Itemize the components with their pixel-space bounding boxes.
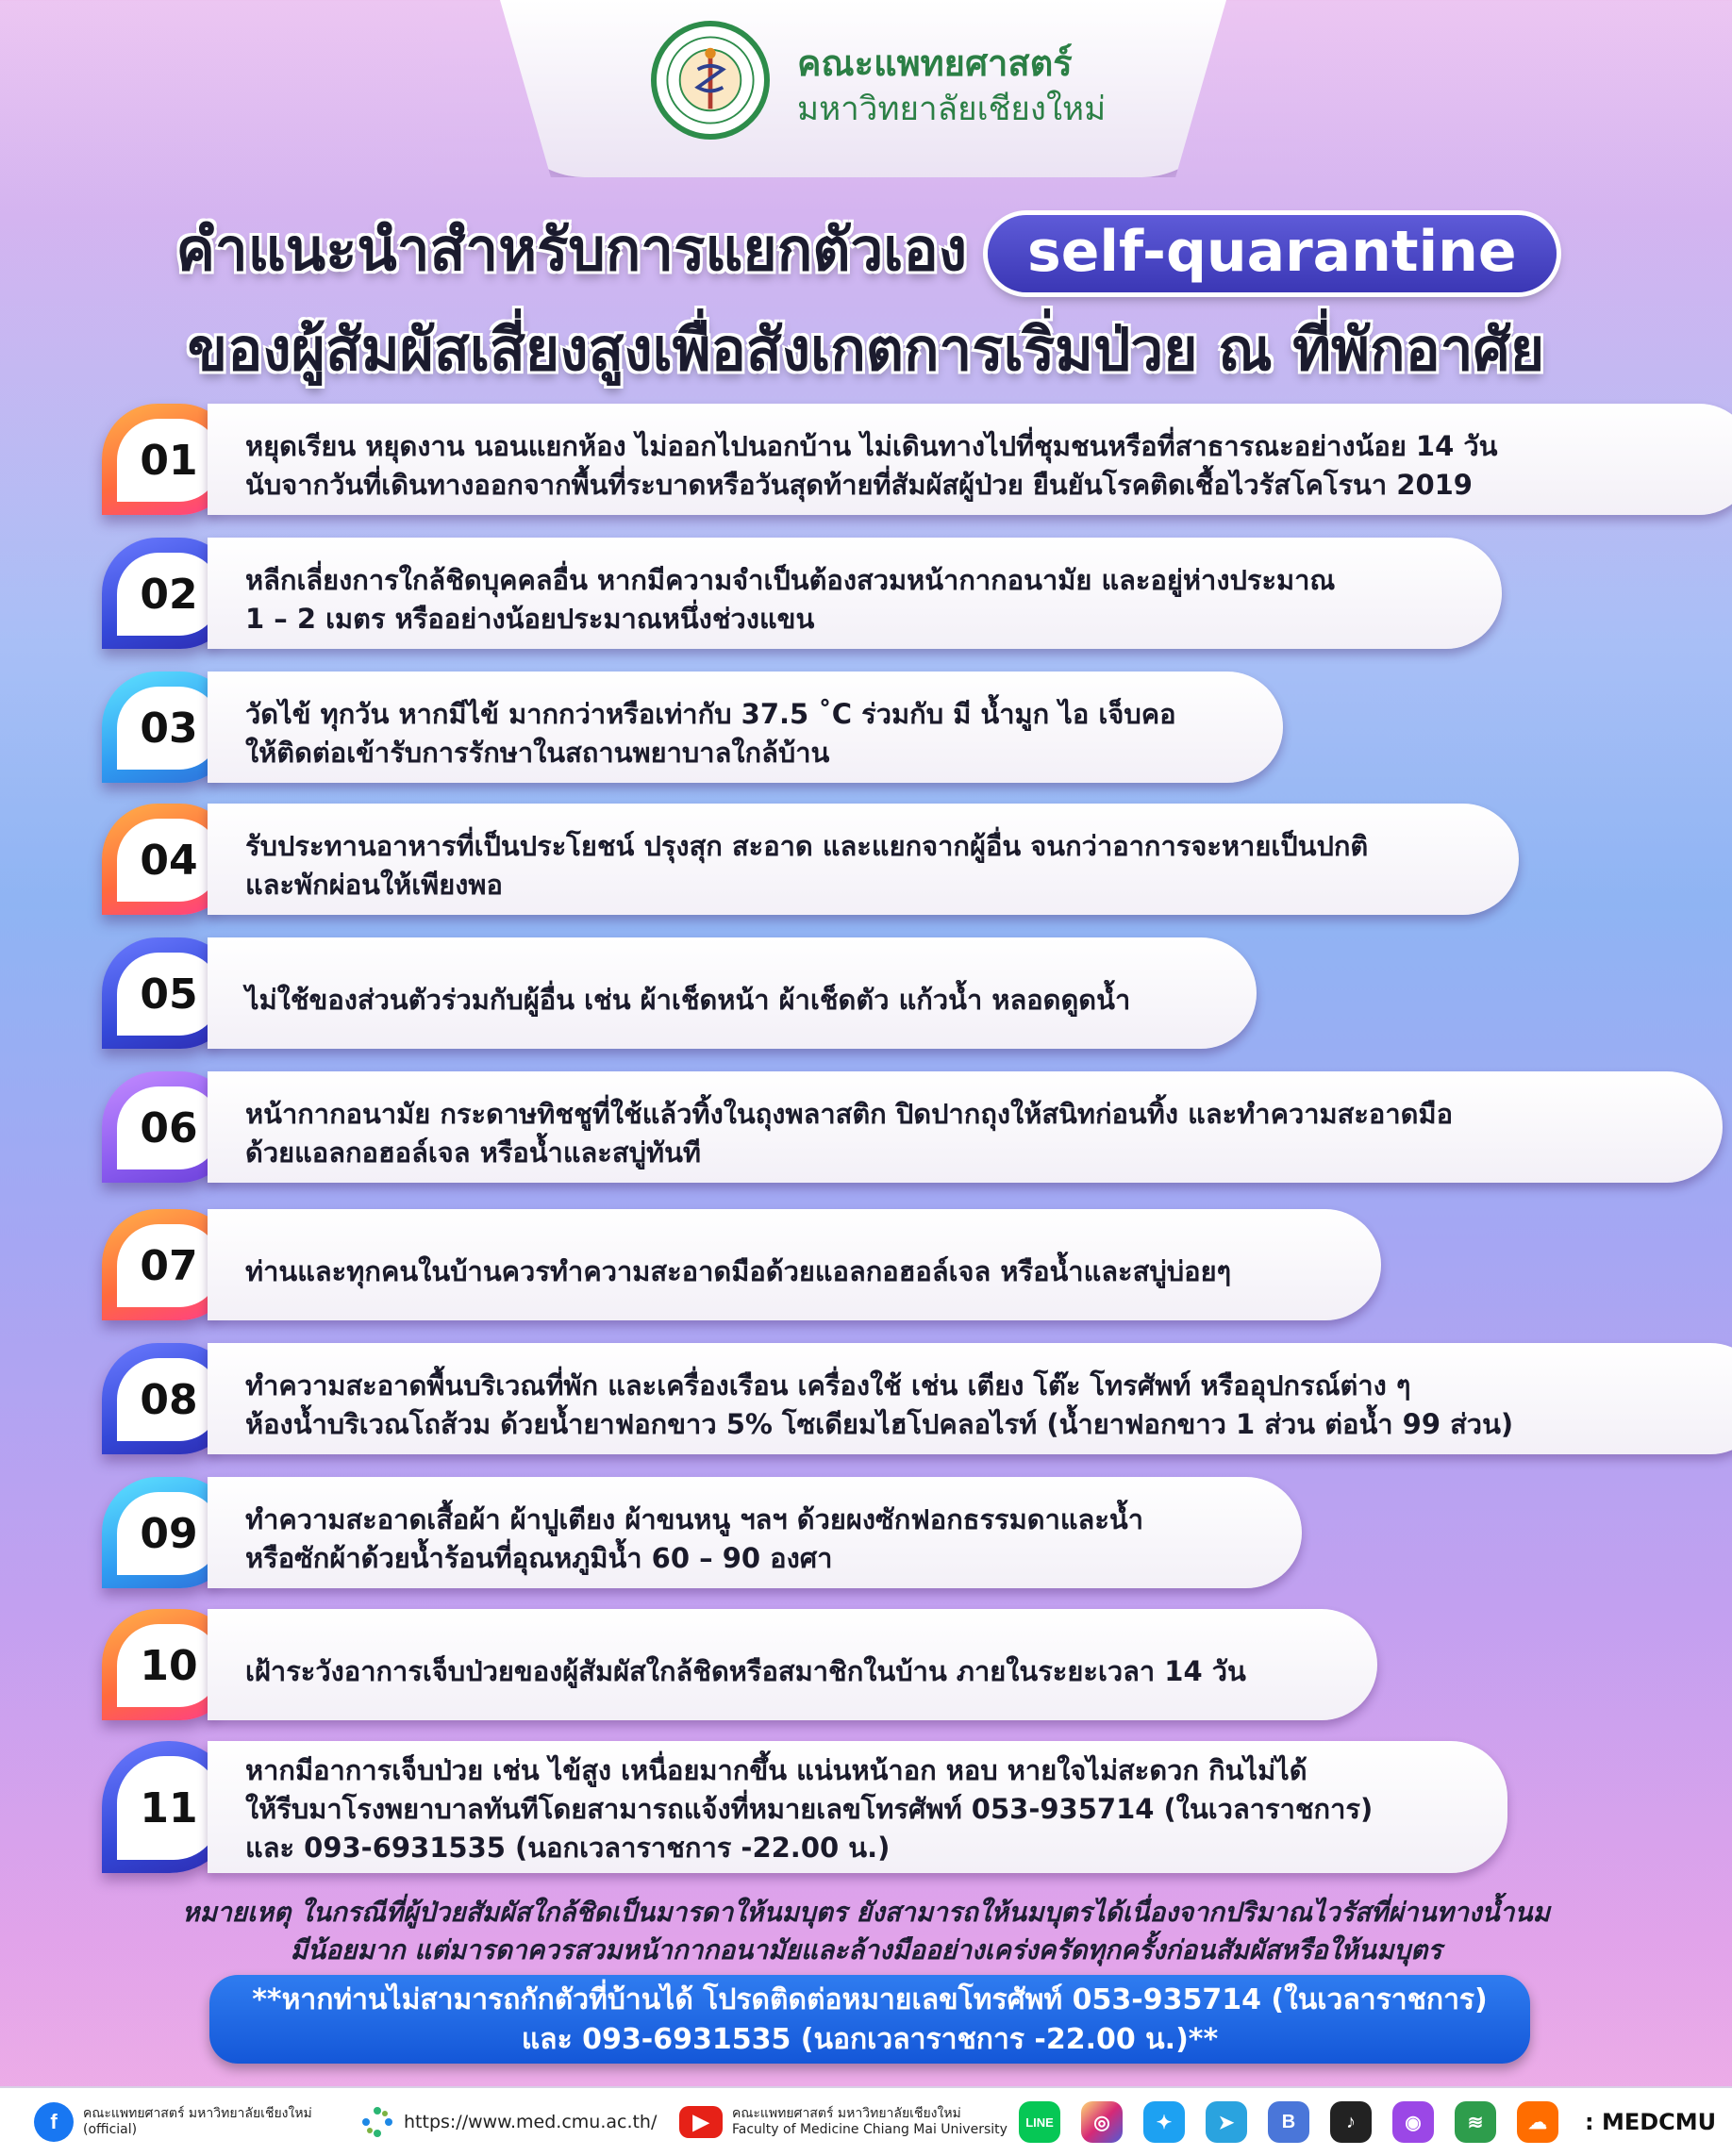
handle-label — [1585, 2088, 1716, 2156]
item-number: 08 — [117, 1358, 221, 1441]
item-text-line: และ 093-6931535 (นอกเวลาราชการ -22.00 น.) — [245, 1831, 891, 1864]
website-url: https://www.med.cmu.ac.th/ — [404, 2112, 658, 2132]
line-icon[interactable]: LINE — [1019, 2101, 1060, 2143]
faculty-logo — [651, 21, 770, 140]
item-number: 09 — [117, 1492, 221, 1575]
blockdit-icon[interactable]: B — [1268, 2101, 1309, 2143]
item-card — [208, 672, 1283, 783]
item-text-line: หน้ากากอนามัย กระดาษทิชชูที่ใช้แล้วทิ้งในถุงพลาสติก ปิดปากถุงให้สนิทก่อนทิ้ง และทำความสะอาดมือ — [245, 1098, 1453, 1130]
item-text-line: ทำความสะอาดพื้นบริเวณที่พัก และเครื่องเรือน เครื่องใช้ เช่น เตียง โต๊ะ โทรศัพท์ หรืออุปกรณ์ต่าง ๆ — [245, 1369, 1411, 1401]
youtube-icon: ▶ — [679, 2106, 723, 2138]
faculty-name: คณะแพทยศาสตร์ — [797, 42, 1073, 84]
youtube-link[interactable] — [679, 2088, 1008, 2156]
item-number: 11 — [117, 1756, 221, 1860]
contact-banner — [209, 1975, 1530, 2064]
instagram-icon[interactable]: ◎ — [1081, 2101, 1123, 2143]
remark-line: มีน้อยมาก แต่มารดาควรสวมหน้ากากอนามัยและล้างมืออย่างเคร่งครัดทุกครั้งก่อนสัมผัสหรือให้นมบุตร — [290, 1934, 1442, 1965]
item-card — [208, 1609, 1377, 1720]
item-text-line: ให้รีบมาโรงพยาบาลทันทีโดยสามารถแจ้งที่หมายเลขโทรศัพท์ 053-935714 (ในเวลาราชการ) — [245, 1792, 1374, 1825]
faculty-emblem-icon — [657, 26, 764, 134]
title-highlight-pill: self-quarantine — [988, 215, 1557, 292]
item-card — [208, 1209, 1381, 1320]
item-card — [208, 804, 1519, 915]
item-number: 06 — [117, 1086, 221, 1169]
title-text: คำแนะนำสำหรับการแยกตัวเอง — [175, 215, 968, 284]
twitter-icon[interactable]: ✦ — [1143, 2101, 1185, 2143]
item-number: 03 — [117, 687, 221, 770]
item-text-line: ทำความสะอาดเสื้อผ้า ผ้าปูเตียง ผ้าขนหนู ฯลฯ ด้วยผงซักฟอกธรรมดาและน้ำ — [245, 1503, 1144, 1535]
web-sparkle-icon — [358, 2103, 396, 2141]
item-card — [208, 404, 1732, 515]
footer-bar — [0, 2086, 1732, 2156]
facebook-icon: f — [34, 2102, 74, 2142]
item-number: 05 — [117, 953, 221, 1036]
item-card — [208, 937, 1257, 1049]
item-text-line: ด้วยแอลกอฮอล์เจล หรือน้ำและสบู่ทันที — [245, 1136, 702, 1169]
title-line-1 — [0, 204, 1732, 296]
item-text-line: หรือซักผ้าด้วยน้ำร้อนที่อุณหภูมิน้ำ 60 – 90 องศา — [245, 1542, 833, 1574]
item-number: 02 — [117, 553, 221, 636]
item-number: 07 — [117, 1224, 221, 1307]
item-number: 10 — [117, 1624, 221, 1707]
item-text-line: วัดไข้ ทุกวัน หากมีไข้ มากกว่าหรือเท่ากับ 37.5 ˚C ร่วมกับ มี น้ำมูก ไอ เจ็บคอ — [245, 698, 1176, 730]
facebook-name: คณะแพทยศาสตร์ มหาวิทยาลัยเชียงใหม่ — [83, 2106, 312, 2121]
item-text-line: หลีกเลี่ยงการใกล้ชิดบุคคลอื่น หากมีความจำเป็นต้องสวมหน้ากากอนามัย และอยู่ห่างประมาณ — [245, 564, 1336, 596]
item-number: 04 — [117, 819, 221, 902]
contact-line: และ 093-6931535 (นอกเวลาราชการ -22.00 น.)** — [521, 2023, 1219, 2056]
item-text-line: ท่านและทุกคนในบ้านควรทำความสะอาดมือด้วยแอลกอฮอล์เจล หรือน้ำและสบู่บ่อยๆ — [245, 1254, 1232, 1287]
item-card — [208, 538, 1502, 649]
facebook-tag: (official) — [83, 2122, 138, 2137]
title-line-2: ของผู้สัมผัสเสี่ยงสูงเพื่อสังเกตการเริ่มป่วย ณ ที่พักอาศัย — [187, 315, 1545, 384]
facebook-link[interactable] — [34, 2088, 312, 2156]
radio-icon[interactable]: ≋ — [1455, 2101, 1496, 2143]
item-text-line: หากมีอาการเจ็บป่วย เช่น ไข้สูง เหนื่อยมากขึ้น แน่นหน้าอก หอบ หายใจไม่สะดวก กินไม่ได้ — [245, 1753, 1307, 1786]
website-link[interactable] — [358, 2088, 657, 2156]
item-card — [208, 1343, 1732, 1454]
item-card — [208, 1477, 1302, 1588]
university-name: มหาวิทยาลัยเชียงใหม่ — [797, 91, 1107, 128]
item-text-line: ไม่ใช้ของส่วนตัวร่วมกับผู้อื่น เช่น ผ้าเช็ดหน้า ผ้าเช็ดตัว แก้วน้ำ หลอดดูดน้ำ — [245, 983, 1131, 1016]
item-number: 01 — [117, 419, 221, 502]
item-text-line: 1 – 2 เมตร หรืออย่างน้อยประมาณหนึ่งช่วงแขน — [245, 603, 815, 635]
item-text-line: ให้ติดต่อเข้ารับการรักษาในสถานพยาบาลใกล้บ้าน — [245, 737, 830, 769]
tiktok-icon[interactable]: ♪ — [1330, 2101, 1372, 2143]
item-card — [208, 1071, 1723, 1183]
item-text-line: เฝ้าระวังอาการเจ็บป่วยของผู้สัมผัสใกล้ชิดหรือสมาชิกในบ้าน ภายในระยะเวลา 14 วัน — [245, 1654, 1246, 1687]
item-text-line: ห้องน้ำบริเวณโถส้วม ด้วยน้ำยาฟอกขาว 5% โซเดียมไฮโปคลอไรท์ (น้ำยาฟอกขาว 1 ส่วน ต่อน้ำ 99 ส่วน) — [245, 1408, 1514, 1440]
soundcloud-icon[interactable]: ☁ — [1517, 2101, 1558, 2143]
item-text-line: และพักผ่อนให้เพียงพอ — [245, 869, 503, 901]
podcast-icon[interactable]: ◉ — [1392, 2101, 1434, 2143]
item-text-line: รับประทานอาหารที่เป็นประโยชน์ ปรุงสุก สะอาด และแยกจากผู้อื่น จนกว่าอาการจะหายเป็นปกติ — [245, 830, 1369, 862]
item-text-line: หยุดเรียน หยุดงาน นอนแยกห้อง ไม่ออกไปนอกบ้าน ไม่เดินทางไปที่ชุมชนหรือที่สาธารณะอย่างน้อย 14 วัน — [245, 430, 1498, 462]
youtube-name-en: Faculty of Medicine Chiang Mai University — [732, 2122, 1008, 2137]
telegram-icon[interactable]: ➤ — [1206, 2101, 1247, 2143]
item-text-line: นับจากวันที่เดินทางออกจากพื้นที่ระบาดหรือวันสุดท้ายที่สัมผัสผู้ป่วย ยืนยันโรคติดเชื้อไวรัสโคโรนา 2019 — [245, 469, 1473, 501]
social-handle: : MEDCMU — [1585, 2109, 1717, 2135]
remark-note — [0, 1894, 1732, 1969]
contact-line: **หากท่านไม่สามารถกักตัวที่บ้านได้ โปรดติดต่อหมายเลขโทรศัพท์ 053-935714 (ในเวลาราชการ) — [252, 1983, 1488, 2016]
item-card — [208, 1741, 1507, 1873]
remark-line: หมายเหตุ ในกรณีที่ผู้ป่วยสัมผัสใกล้ชิดเป็นมารดาให้นมบุตร ยังสามารถให้นมบุตรได้เนื่องจากปริมาณไวรัสที่ผ่านทางน้ำนม — [182, 1897, 1550, 1928]
youtube-name-th: คณะแพทยศาสตร์ มหาวิทยาลัยเชียงใหม่ — [732, 2106, 961, 2121]
